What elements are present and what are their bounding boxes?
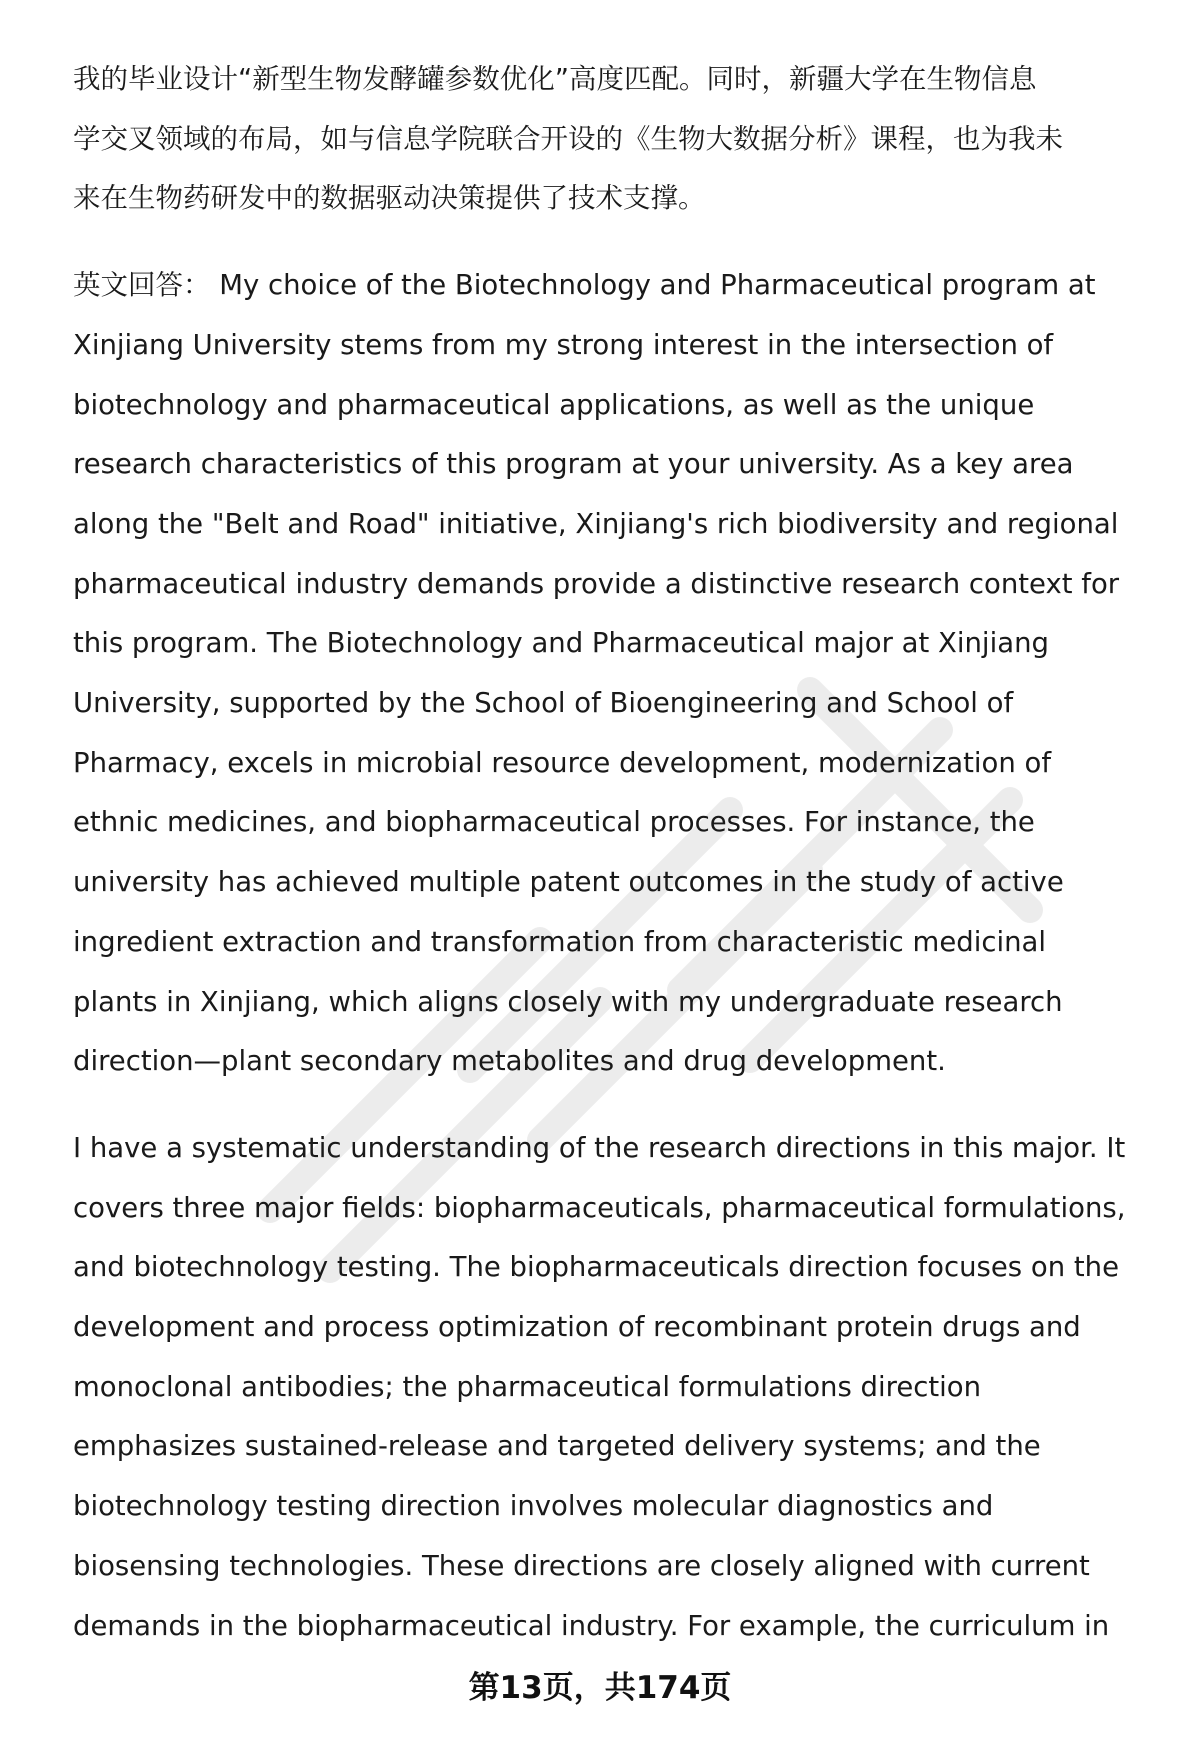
text-line: emphasizes sustained-release and targeted delivery systems; and the (73, 1430, 1041, 1463)
document-body (73, 50, 1173, 1656)
text-line: research characteristics of this program at your university. As a key area (73, 448, 1074, 481)
page-number-footer: 第13页，共174页 (468, 1670, 732, 1706)
paragraph-chinese-continuation (73, 50, 1173, 229)
text-line: Xinjiang University stems from my strong interest in the intersection of (73, 328, 1054, 361)
text-line: and biotechnology testing. The biopharmaceuticals direction focuses on the (73, 1251, 1119, 1284)
text-line: this program. The Biotechnology and Pharmaceutical major at Xinjiang (73, 627, 1049, 660)
text-line: covers three major fields: biopharmaceuticals, pharmaceutical formulations, (73, 1191, 1126, 1224)
text-line: University, supported by the School of Bioengineering and School of (73, 687, 1014, 720)
text-line: Pharmacy, excels in microbial resource development, modernization of (73, 746, 1052, 779)
text-line: I have a systematic understanding of the research directions in this major. It (73, 1131, 1126, 1164)
text-line: along the "Belt and Road" initiative, Xinjiang's rich biodiversity and regional (73, 507, 1119, 540)
text-line: direction—plant secondary metabolites and drug development. (73, 1045, 946, 1078)
text-line: development and process optimization of recombinant protein drugs and (73, 1311, 1081, 1344)
text-line: 我的毕业设计“新型生物发酵罐参数优化”高度匹配。同时，新疆大学在生物信息 (73, 63, 1037, 95)
text-line: ingredient extraction and transformation from characteristic medicinal (73, 925, 1047, 958)
text-line: monoclonal antibodies; the pharmaceutical formulations direction (73, 1370, 982, 1403)
text-line: biotechnology testing direction involves molecular diagnostics and (73, 1490, 994, 1523)
paragraph-research-directions (73, 1119, 1173, 1656)
text-line: biosensing technologies. These directions are closely aligned with current (73, 1549, 1090, 1582)
text-line: ethnic medicines, and biopharmaceutical processes. For instance, the (73, 806, 1035, 839)
text-line: 英文回答： My choice of the Biotechnology and Pharmaceutical program at (73, 269, 1096, 302)
text-line: 学交叉领域的布局，如与信息学院联合开设的《生物大数据分析》课程，也为我未 (73, 122, 1063, 155)
text-line: plants in Xinjiang, which aligns closely with my undergraduate research (73, 985, 1063, 1018)
text-line: university has achieved multiple patent outcomes in the study of active (73, 866, 1064, 899)
text-line: biotechnology and pharmaceutical applications, as well as the unique (73, 388, 1035, 421)
text-line: pharmaceutical industry demands provide a distinctive research context for (73, 567, 1120, 600)
text-line: demands in the biopharmaceutical industry. For example, the curriculum in (73, 1609, 1110, 1642)
paragraph-english-answer (73, 256, 1173, 1092)
text-line: 来在生物药研发中的数据驱动决策提供了技术支撑。 (73, 182, 706, 215)
